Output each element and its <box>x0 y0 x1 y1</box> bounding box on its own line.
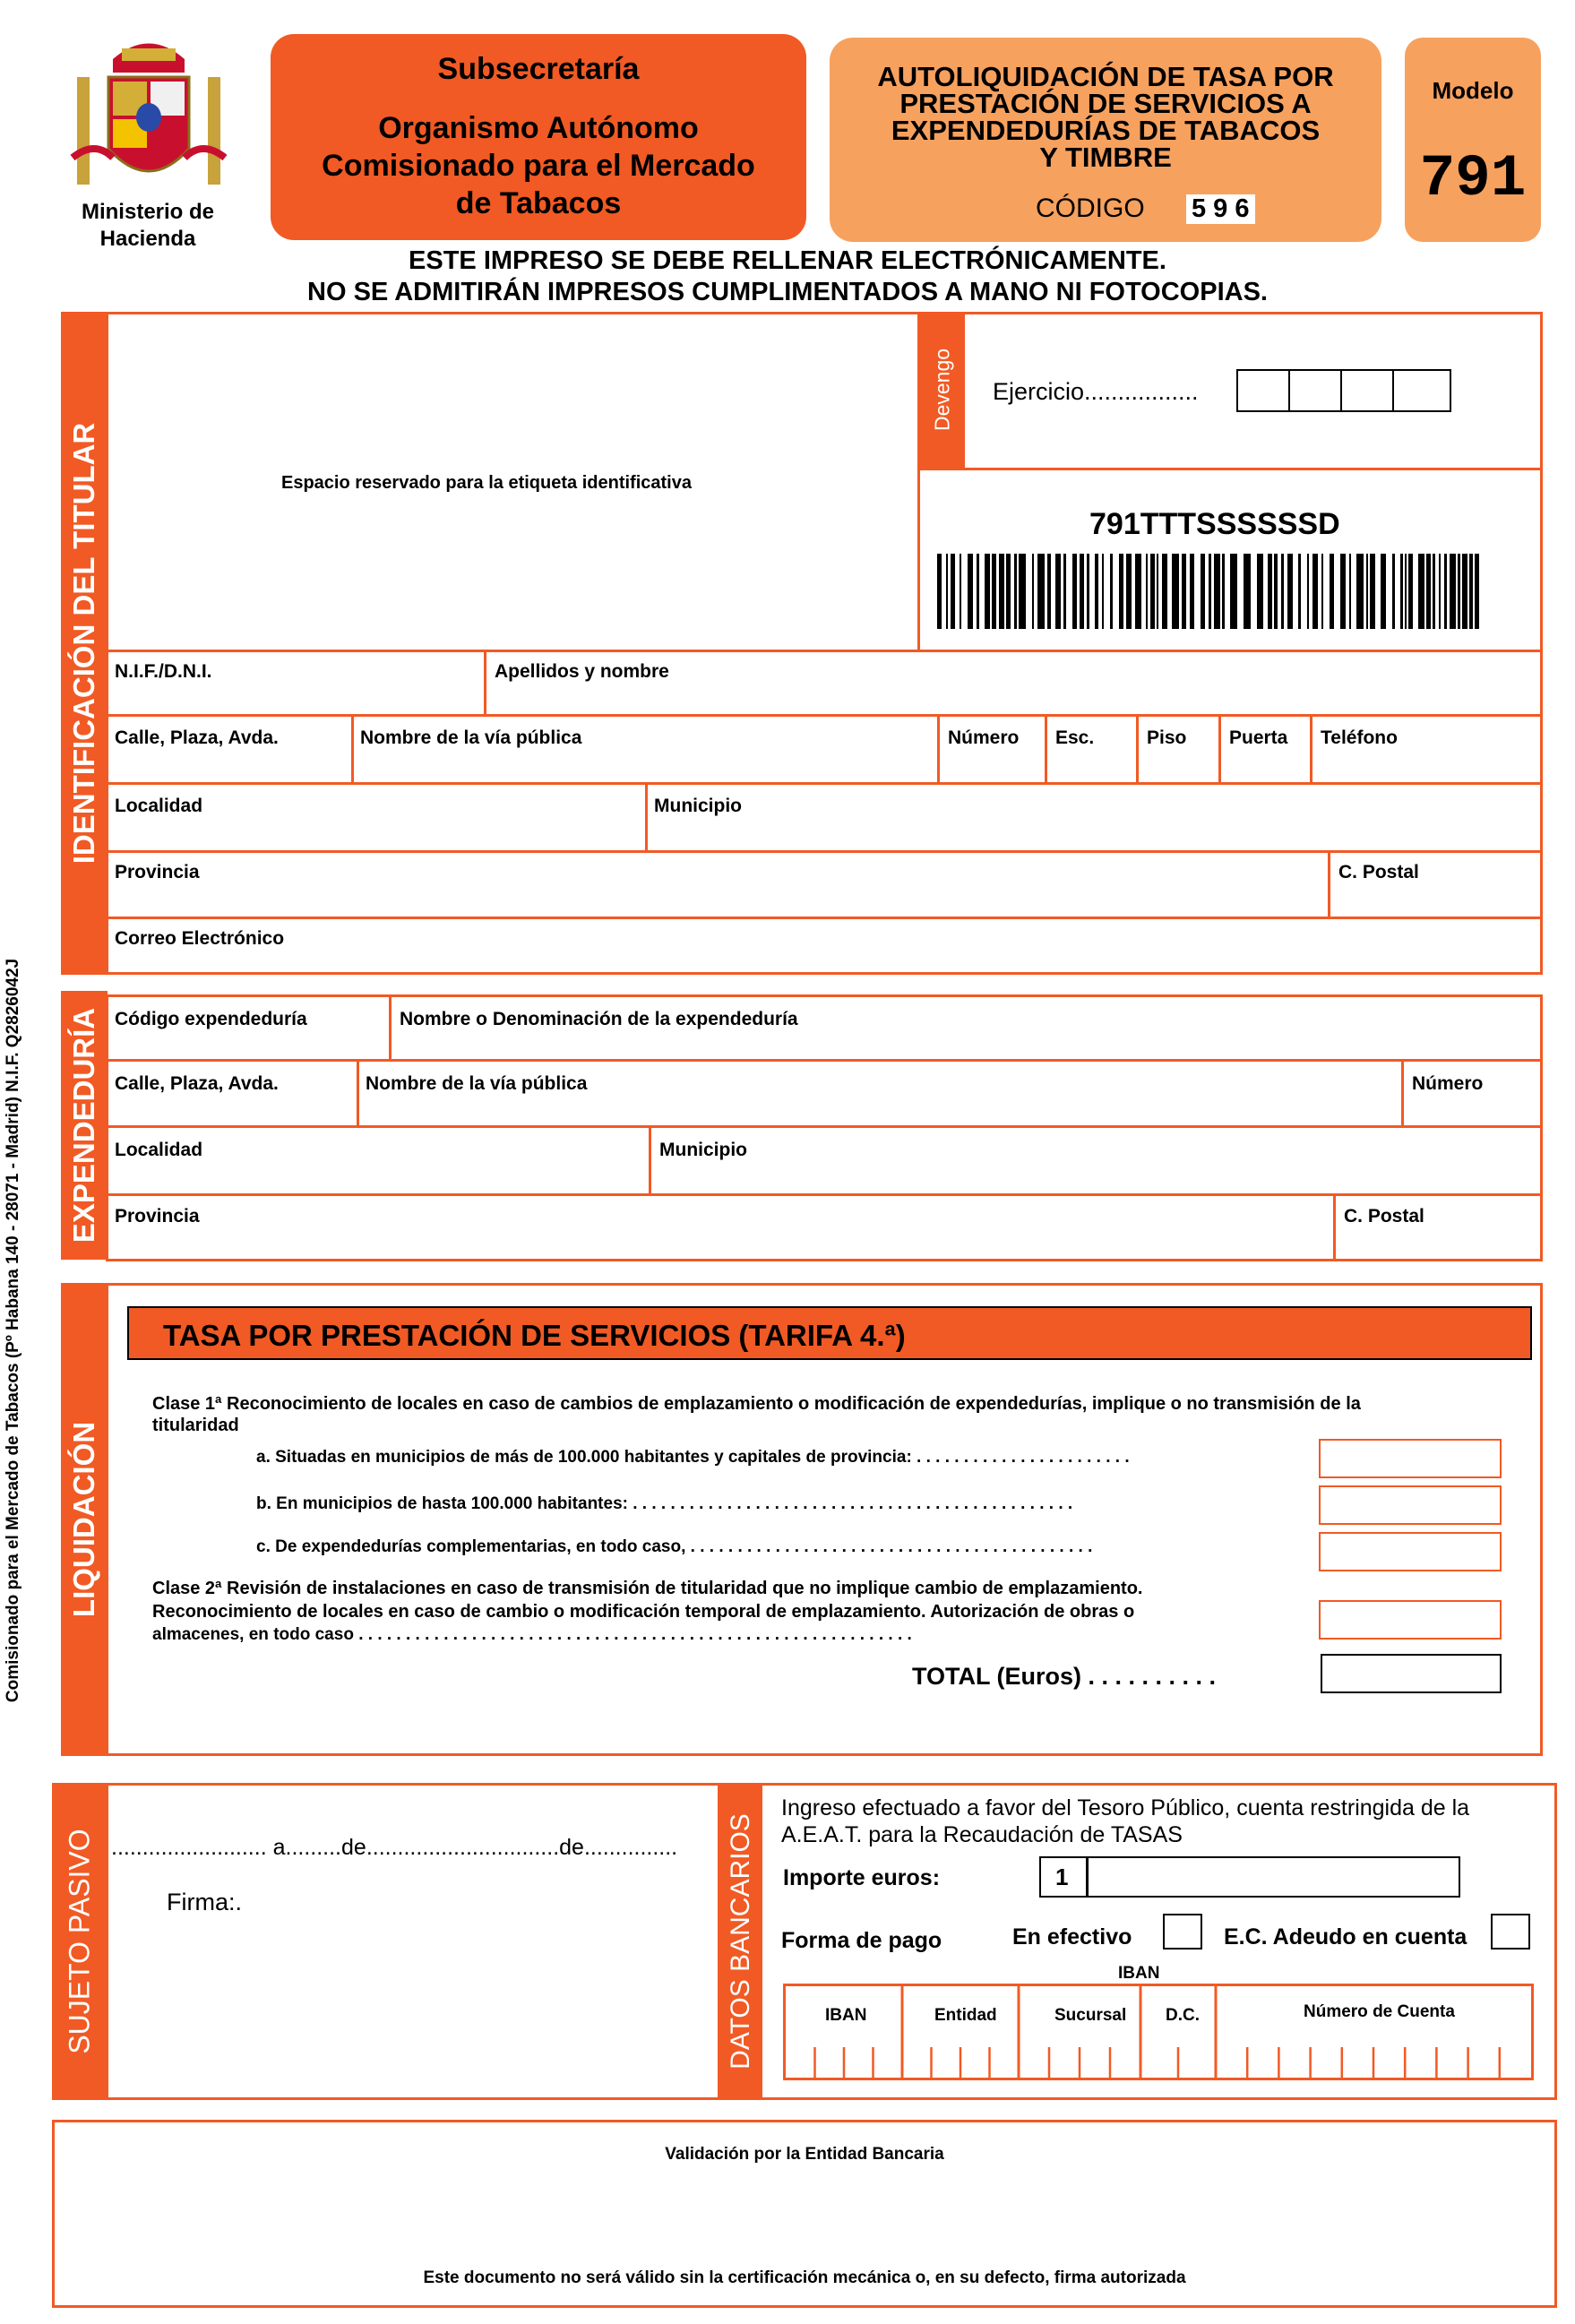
item-a-input[interactable] <box>1319 1439 1502 1478</box>
expendeduria-section-bar: EXPENDEDURÍA <box>61 991 108 1260</box>
forma-pago-label: Forma de pago <box>781 1928 942 1953</box>
nif-field[interactable] <box>108 652 484 714</box>
exp-provincia-label: Provincia <box>115 1206 200 1227</box>
item-b: b. En municipios de hasta 100.000 habitantes: . . . . . . . . . . . . . . . . . . . . . . . . . . . . . . . . . . . . . . . . . . . . . . . <box>256 1494 1073 1513</box>
exp-numero-label: Número <box>1412 1073 1484 1094</box>
tasa-title-bar: TASA POR PRESTACIÓN DE SERVICIOS (TARIFA 4.ª) <box>127 1306 1532 1360</box>
clase2-text: Clase 2ª Revisión de instalaciones en caso de transmisión de titularidad que no implique cambio de emplazamiento. <box>152 1579 1143 1598</box>
exp-nombre-label: Nombre o Denominación de la expendeduría <box>400 1009 798 1029</box>
sucursal-col: Sucursal <box>1054 2006 1127 2025</box>
codigo-value-box: 5 9 6 <box>1186 194 1255 224</box>
provincia-label: Provincia <box>115 862 200 882</box>
correo-label: Correo Electrónico <box>115 928 285 949</box>
dc-col: D.C. <box>1166 2006 1200 2025</box>
total-input[interactable] <box>1321 1654 1502 1693</box>
localidad-label: Localidad <box>115 796 203 816</box>
titular-section-bar: IDENTIFICACIÓN DEL TITULAR <box>61 312 108 975</box>
coat-of-arms-logo <box>59 23 238 202</box>
item-c: c. De expendedurías complementarias, en todo caso, . . . . . . . . . . . . . . . . . . . . . . . . . . . . . . . . . . . . . . . . . . . <box>256 1537 1093 1556</box>
notice: ESTE IMPRESO SE DEBE RELLENAR ELECTRÓNICAMENTE. NO SE ADMITIRÁN IMPRESOS CUMPLIMENTADOS A MANO NI FOTOCOPIAS. <box>307 246 1268 306</box>
telefono-label: Teléfono <box>1321 727 1398 748</box>
cuenta-col: Número de Cuenta <box>1304 2002 1455 2021</box>
ejercicio-input[interactable] <box>1236 369 1453 412</box>
validacion-footer: Este documento no será válido sin la certificación mecánica o, en su defecto, firma autorizada <box>423 2268 1186 2287</box>
adeudo-checkbox[interactable] <box>1491 1914 1530 1950</box>
clase2-text2: Reconocimiento de locales en caso de cambio o modificación temporal de emplazamiento. Autorización de obras o <box>152 1602 1135 1622</box>
exp-cpostal-label: C. Postal <box>1344 1206 1424 1227</box>
puerta-label: Puerta <box>1229 727 1288 748</box>
subsecretaria-box: Subsecretaría Organismo Autónomo Comisionado para el Mercado de Tabacos <box>271 34 806 240</box>
clase1-text: Clase 1ª Reconocimiento de locales en caso de cambios de emplazamiento o modificación de expendedurías, implique o no transmisión de la <box>152 1394 1361 1414</box>
place-date-line: ......................... a.........de...............................de............... <box>111 1835 678 1860</box>
ministry-name: Ministerio de Hacienda <box>81 200 215 251</box>
esc-label: Esc. <box>1055 727 1095 748</box>
clase1-text2: titularidad <box>152 1416 239 1435</box>
item-a: a. Situadas en municipios de más de 100.000 habitantes y capitales de provincia: . . . . . . . . . . . . . . . . . . . . . . . <box>256 1448 1130 1467</box>
iban-title: IBAN <box>1118 1964 1160 1983</box>
barcode-text: 791TTTSSSSSSD <box>1089 507 1340 541</box>
apellidos-label: Apellidos y nombre <box>495 661 669 682</box>
iban-col: IBAN <box>825 2006 867 2025</box>
ingreso-text-1: Ingreso efectuado a favor del Tesoro Público, cuenta restringida de la <box>781 1795 1470 1820</box>
ejercicio-label: Ejercicio................. <box>993 378 1199 405</box>
modelo-box: Modelo 791 <box>1405 38 1541 242</box>
validacion-title: Validación por la Entidad Bancaria <box>665 2145 944 2164</box>
firma-area[interactable] <box>116 1917 708 2087</box>
entidad-col: Entidad <box>934 2006 997 2025</box>
liquidacion-section-bar: LIQUIDACIÓN <box>61 1283 108 1756</box>
expendeduria-frame <box>106 994 1543 1261</box>
apellidos-field[interactable] <box>486 652 1540 714</box>
piso-label: Piso <box>1147 727 1187 748</box>
item-b-input[interactable] <box>1319 1485 1502 1525</box>
label-space-text: Espacio reservado para la etiqueta identificativa <box>281 473 692 493</box>
efectivo-label: En efectivo <box>1012 1924 1132 1950</box>
sujeto-section-bar: SUJETO PASIVO <box>52 1783 108 2100</box>
total-label: TOTAL (Euros) . . . . . . . . . . <box>912 1663 1217 1690</box>
efectivo-checkbox[interactable] <box>1163 1914 1202 1950</box>
item-c-input[interactable] <box>1319 1532 1502 1571</box>
adeudo-label: E.C. Adeudo en cuenta <box>1224 1924 1467 1950</box>
barcode-image <box>937 554 1485 629</box>
form-title-box: AUTOLIQUIDACIÓN DE TASA POR PRESTACIÓN DE SERVICIOS A EXPENDEDURÍAS DE TABACOS Y TIMBRE CÓDIGO 5 9 6 <box>830 38 1381 242</box>
side-legal-text: Comisionado para el Mercado de Tabacos (Pº Habana 140 - 28071 - Madrid) N.I.F. Q2826042J <box>4 958 22 1703</box>
firma-label: Firma:. <box>167 1889 242 1915</box>
importe-input[interactable]: 1 <box>1039 1856 1460 1898</box>
exp-localidad-label: Localidad <box>115 1140 203 1160</box>
bank-account-grid[interactable] <box>783 1984 1534 2080</box>
ingreso-text-2: A.E.A.T. para la Recaudación de TASAS <box>781 1822 1183 1847</box>
cpostal-label: C. Postal <box>1338 862 1419 882</box>
calle-label: Calle, Plaza, Avda. <box>115 727 279 748</box>
exp-calle-label: Calle, Plaza, Avda. <box>115 1073 279 1094</box>
numero-label: Número <box>948 727 1020 748</box>
bancarios-section-bar: DATOS BANCARIOS <box>720 1783 762 2100</box>
clase2-text3: almacenes, en todo caso . . . . . . . . . . . . . . . . . . . . . . . . . . . . . . . . . . . . . . . . . . . . . . . . . . . . . . . . . . . <box>152 1625 912 1644</box>
exp-codigo-label: Código expendeduría <box>115 1009 307 1029</box>
clase2-input[interactable] <box>1319 1600 1502 1640</box>
devengo-bar: Devengo <box>920 312 965 468</box>
via-label: Nombre de la vía pública <box>360 727 582 748</box>
importe-label: Importe euros: <box>783 1865 941 1890</box>
municipio-label: Municipio <box>654 796 742 816</box>
exp-municipio-label: Municipio <box>659 1140 747 1160</box>
exp-via-label: Nombre de la vía pública <box>366 1073 588 1094</box>
nif-label: N.I.F./D.N.I. <box>115 661 212 682</box>
